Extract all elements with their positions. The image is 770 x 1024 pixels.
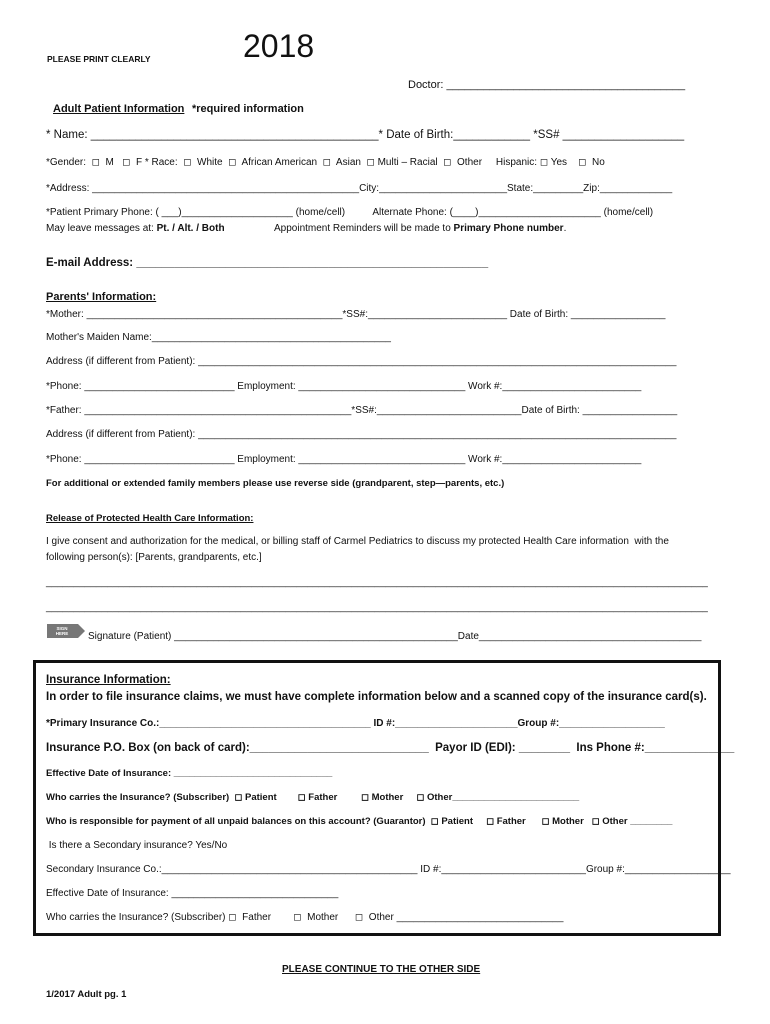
svg-text:SIGN: SIGN — [56, 626, 68, 631]
guarantor-checkboxes[interactable]: Who is responsible for payment of all unpaid balances on this account? (Guarantor) ◻ Patient ◻ Father ◻ Mother ◻ Other ________ — [46, 816, 673, 827]
name-dob-ss-field[interactable]: * Name: _____________________________________________* Date of Birth:____________ *SS# ___________________ — [46, 129, 685, 141]
father-phone-field[interactable]: *Phone: ___________________________ Employment: ______________________________ Work #:_________________________ — [46, 454, 642, 465]
subscriber-checkboxes[interactable]: Who carries the Insurance? (Subscriber) ◻ Patient ◻ Father ◻ Mother ◻ Other________________________ — [46, 792, 580, 803]
address-field[interactable]: *Address: ________________________________________________City:_______________________State:_________Zip:_____________ — [46, 183, 673, 194]
secondary-effective-date-field[interactable]: Effective Date of Insurance: ______________________________ — [46, 888, 339, 899]
svg-text:HERE: HERE — [55, 631, 69, 636]
father-address-field[interactable]: Address (if different from Patient): ______________________________________________________________________________________ — [46, 429, 677, 440]
secondary-insurance-question[interactable]: Is there a Secondary insurance? Yes/No — [46, 840, 228, 851]
parents-heading: Parents' Information: — [46, 291, 157, 303]
insurance-heading: Insurance Information: — [46, 674, 171, 686]
messages-prefix: May leave messages at: — [46, 223, 157, 234]
release-heading: Release of Protected Health Care Information: — [46, 513, 254, 524]
required-info-note: *required information — [192, 103, 304, 115]
phone-field[interactable]: *Patient Primary Phone: ( ___)____________________ (home/cell) Alternate Phone: (____)______________________ (home/cell) — [46, 207, 654, 218]
father-field[interactable]: *Father: ________________________________________________*SS#:__________________________Date of Birth: _________________ — [46, 405, 678, 416]
release-body-line2: following person(s): [Parents, grandparents, etc.] — [46, 552, 262, 563]
mother-field[interactable]: *Mother: ______________________________________________*SS#:_________________________ Date of Birth: _________________ — [46, 309, 666, 320]
extended-family-note: For additional or extended family members please use reverse side (grandparent, step—parents, etc.) — [46, 478, 505, 489]
effective-date-field[interactable]: Effective Date of Insurance: ______________________________ — [46, 768, 333, 779]
maiden-name-field[interactable]: Mother's Maiden Name:___________________________________________ — [46, 332, 391, 343]
please-print-label: PLEASE PRINT CLEARLY — [47, 54, 151, 64]
pobox-payor-phone-field[interactable]: Insurance P.O. Box (on back of card):____________________________ Payor ID (EDI): ________ Ins Phone #:______________ — [46, 742, 735, 754]
release-person-line-1[interactable]: _______________________________________________________________________________________________________________________ — [46, 577, 708, 588]
release-person-line-2[interactable]: _______________________________________________________________________________________________________________________ — [46, 602, 708, 613]
email-field[interactable]: E-mail Address: _______________________________________________________ — [46, 257, 489, 269]
reminders-suffix: . — [563, 223, 567, 234]
reminders-note — [274, 224, 566, 234]
continue-other-side-note: PLEASE CONTINUE TO THE OTHER SIDE — [282, 964, 481, 975]
page-footer-label: 1/2017 Adult pg. 1 — [46, 989, 127, 1000]
adult-info-heading: Adult Patient Information — [53, 103, 185, 115]
signature-field[interactable]: Signature (Patient) ___________________________________________________Date________________________________________ — [88, 631, 702, 642]
doctor-field[interactable]: Doctor: _______________________________________ — [408, 79, 686, 91]
insurance-intro: In order to file insurance claims, we must have complete information below and a scanned copy of the insurance card(s). — [46, 691, 707, 703]
form-year: 2018 — [243, 28, 315, 64]
reminders-target: Primary Phone number — [453, 223, 564, 234]
mother-phone-field[interactable]: *Phone: ___________________________ Employment: ______________________________ Work #:_________________________ — [46, 381, 642, 392]
messages-option[interactable] — [46, 224, 225, 234]
reminders-prefix: Appointment Reminders will be made to — [274, 223, 454, 234]
sign-here-arrow-icon — [47, 624, 85, 638]
messages-choices: Pt. / Alt. / Both — [156, 223, 225, 234]
gender-race-checkboxes[interactable]: *Gender: ◻ M ◻ F * Race: ◻ White ◻ African American ◻ Asian ◻ Multi – Racial ◻ Other Hispanic: ◻ Yes ◻ No — [46, 157, 605, 168]
mother-address-field[interactable]: Address (if different from Patient): ______________________________________________________________________________________ — [46, 356, 677, 367]
release-body-line1: I give consent and authorization for the medical, or billing staff of Carmel Pediatrics to discuss my protected Health Care information with the — [46, 536, 669, 547]
secondary-insurance-field[interactable]: Secondary Insurance Co.:______________________________________________ ID #:__________________________Group #:___________________ — [46, 864, 731, 875]
secondary-subscriber-checkboxes[interactable]: Who carries the Insurance? (Subscriber) ◻ Father ◻ Mother ◻ Other ______________________________ — [46, 912, 564, 923]
primary-insurance-field[interactable]: *Primary Insurance Co.:______________________________________ ID #:______________________Group #:___________________ — [46, 718, 665, 729]
